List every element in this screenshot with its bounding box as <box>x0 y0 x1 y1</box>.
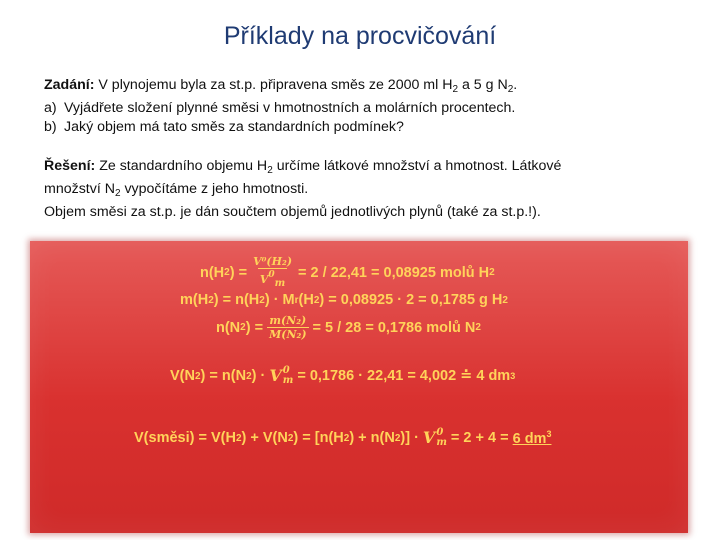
task-intro: Zadání: V plynojemu byla za st.p. připravena směs ze 2000 ml $H_2$ a 5 g $N_2$. <box>44 77 518 95</box>
solution-label: Řešení: <box>44 158 96 174</box>
solution-line-3: Objem směsi za st.p. je dán součtem objemů jednotlivých plynů (také za st.p.!). <box>44 204 541 220</box>
equation-m-h2: m(H 2 ) = n(H 2 ) · M r (H 2 ) = 0,08925 · 2 = 0,1785 g H 2 <box>180 292 508 308</box>
fraction-v0-h2: $\frac{\text{V⁰(H₂)}}{V^0_m}$ <box>253 255 293 289</box>
equations-box <box>30 241 688 533</box>
equation-n-h2: n(H 2 ) = $\frac{\text{V⁰(H₂)}}{V^0_m}$ = 2 / 22,41 = 0,08925 molů H 2 <box>200 255 495 289</box>
task-block <box>44 76 684 137</box>
solution-line-1: Řešení: Ze standardního objemu $H_2$ určíme látkové množství a hmotnost. Látkové <box>44 158 562 176</box>
final-answer: 6 $dm^3$ <box>512 429 552 447</box>
molar-volume-symbol-2: V 0 m <box>422 427 447 448</box>
slide-title: Příklady na procvičování <box>223 22 497 50</box>
task-label: Zadání: <box>44 77 95 93</box>
fraction-m-n2: $\frac{\text{m(N₂)}}{\text{M(N₂)}}$ <box>269 314 307 341</box>
molar-volume-symbol: V 0 m <box>269 365 294 386</box>
task-item-b: b) Jaký objem má tato směs za standardních podmínek? <box>44 119 404 135</box>
equation-n-n2: n(N 2 ) = $\frac{\text{m(N₂)}}{\text{M(N₂)}}$ = 5 / 28 = 0,1786 molů N 2 <box>216 314 481 341</box>
solution-block <box>44 157 694 222</box>
task-item-a: a) Vyjádřete složení plynné směsi v hmotnostních a molárních procentech. <box>44 100 516 116</box>
equation-v-n2: V(N 2 ) = n(N 2 ) · V 0 m = 0,1786 · 22,41 = 4,002 ≐ 4 dm 3 <box>170 365 516 386</box>
solution-line-2: množství $N_2$ vypočítáme z jeho hmotnosti. <box>44 181 309 199</box>
equation-v-mixture: V(směsi) = V(H 2 ) + V(N 2 ) = [n(H 2 ) + n(N 2 )] · V 0 m = 2 + 4 = 6 $dm^3$ <box>134 427 552 448</box>
